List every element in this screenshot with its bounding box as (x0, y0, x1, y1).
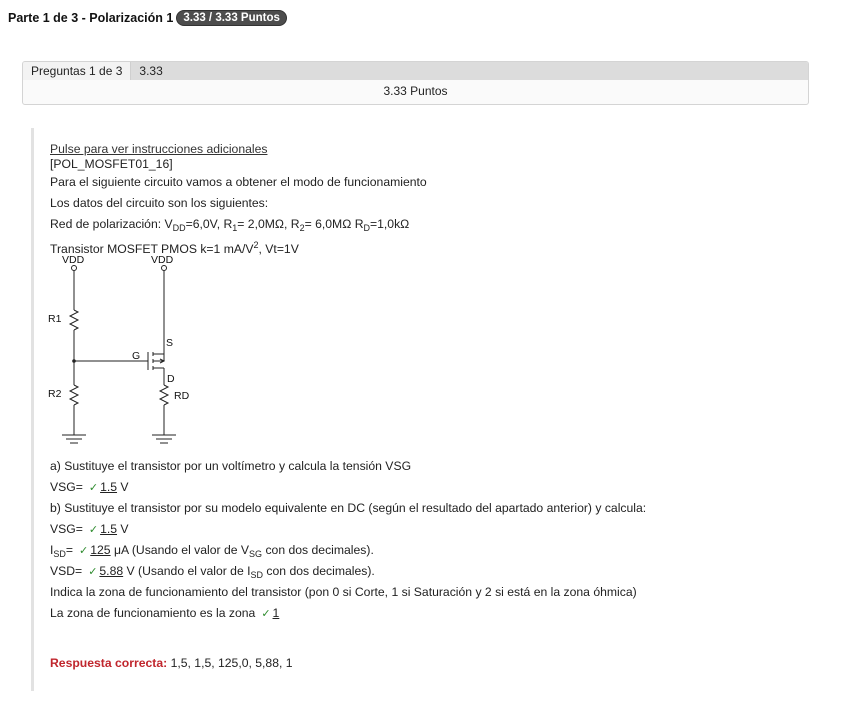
question-score: 3.33 (139, 64, 163, 78)
answer-isd: $I_{SD}=$ ✓ 125 μA (Usando el valor de $V_{SG}$ con dos decimales). (50, 543, 374, 559)
answer-vsd-value: 5.88 (99, 564, 124, 578)
answer-isd-value: 125 (90, 543, 111, 557)
content-border (31, 128, 34, 691)
answer-vsd: VSD= ✓ 5.88 V (Usando el valor de $I_{SD}$ con dos decimales). (50, 564, 375, 580)
part-title-text: Parte 1 de 3 - Polarización 1 (8, 11, 174, 25)
question-points: 3.33 Puntos (383, 84, 448, 98)
rd-label: RD (174, 390, 190, 402)
question-id: [POL_MOSFET01_16] (50, 157, 173, 171)
correct-answer (50, 653, 830, 674)
correct-answer-label: Respuesta correcta: (50, 656, 168, 670)
node-dot (72, 359, 76, 363)
answer-b-vsg: VSG= ✓ 1.5 V (50, 522, 129, 536)
checkmark-icon: ✓ (88, 566, 98, 578)
answer-vsg-b-value: 1.5 (100, 522, 118, 536)
answer-vsg-a-value: 1.5 (100, 480, 118, 494)
checkmark-icon: ✓ (88, 482, 99, 494)
drain-label: D (167, 373, 175, 385)
r1-resistor (70, 310, 78, 330)
rd-resistor (160, 385, 168, 405)
question-b-text: b) Sustituye el transistor por su modelo equivalente en DC (según el resultado del apartado anterior) y calcula: (50, 501, 647, 515)
checkmark-icon: ✓ (79, 545, 89, 557)
bias-network-line: Red de polarización: $V_{DD}=6,0V$, $R_1= 2,0M\Omega$, $R_2= 6,0M\Omega$ $R_D=1,0k\Omega$ (50, 217, 410, 233)
correct-answer-value: 1,5, 1,5, 125,0, 5,88, 1 (167, 656, 293, 670)
vdd-right-label: VDD (151, 256, 174, 266)
part-title (8, 11, 286, 25)
checkmark-icon: ✓ (261, 608, 271, 620)
answer-a-vsg: VSG= ✓ 1.5 V (50, 480, 129, 494)
r2-resistor (70, 385, 78, 405)
transistor-line: Transistor MOSFET PMOS k=1 $mA/V^2$, Vt=1V (50, 240, 299, 257)
score-badge: 3.33 / 3.33 Puntos (177, 11, 286, 25)
circuit-diagram (46, 256, 206, 456)
checkmark-icon: ✓ (88, 524, 99, 536)
ground-right-icon (152, 435, 176, 443)
data-intro-text: Los datos del circuito son los siguientes: (50, 196, 269, 210)
vdd-left-terminal (72, 266, 77, 271)
question-content (50, 142, 830, 674)
r1-label: R1 (48, 313, 62, 325)
question-box (22, 61, 809, 105)
question-a-text: a) Sustituye el transistor por un voltímetro y calcula la tensión VSG (50, 459, 412, 473)
circuit-svg (46, 256, 206, 456)
answer-zone: La zona de funcionamiento es la zona ✓ 1 (50, 606, 280, 620)
vdd-right-terminal (162, 266, 167, 271)
r2-label: R2 (48, 388, 62, 400)
gate-label: G (132, 350, 141, 362)
answer-zone-value: 1 (272, 606, 280, 620)
ground-left-icon (62, 435, 86, 443)
question-number: Preguntas 1 de 3 (23, 62, 131, 80)
instructions-link[interactable]: Pulse para ver instrucciones adicionales (50, 142, 268, 156)
zone-question-text: Indica la zona de funcionamiento del transistor (pon 0 si Corte, 1 si Saturación y 2 si está en la zona óhmica) (50, 585, 637, 599)
intro-text: Para el siguiente circuito vamos a obtener el modo de funcionamiento (50, 175, 427, 189)
source-label: S (166, 337, 174, 349)
question-header (23, 62, 808, 80)
vdd-left-label: VDD (62, 256, 85, 266)
